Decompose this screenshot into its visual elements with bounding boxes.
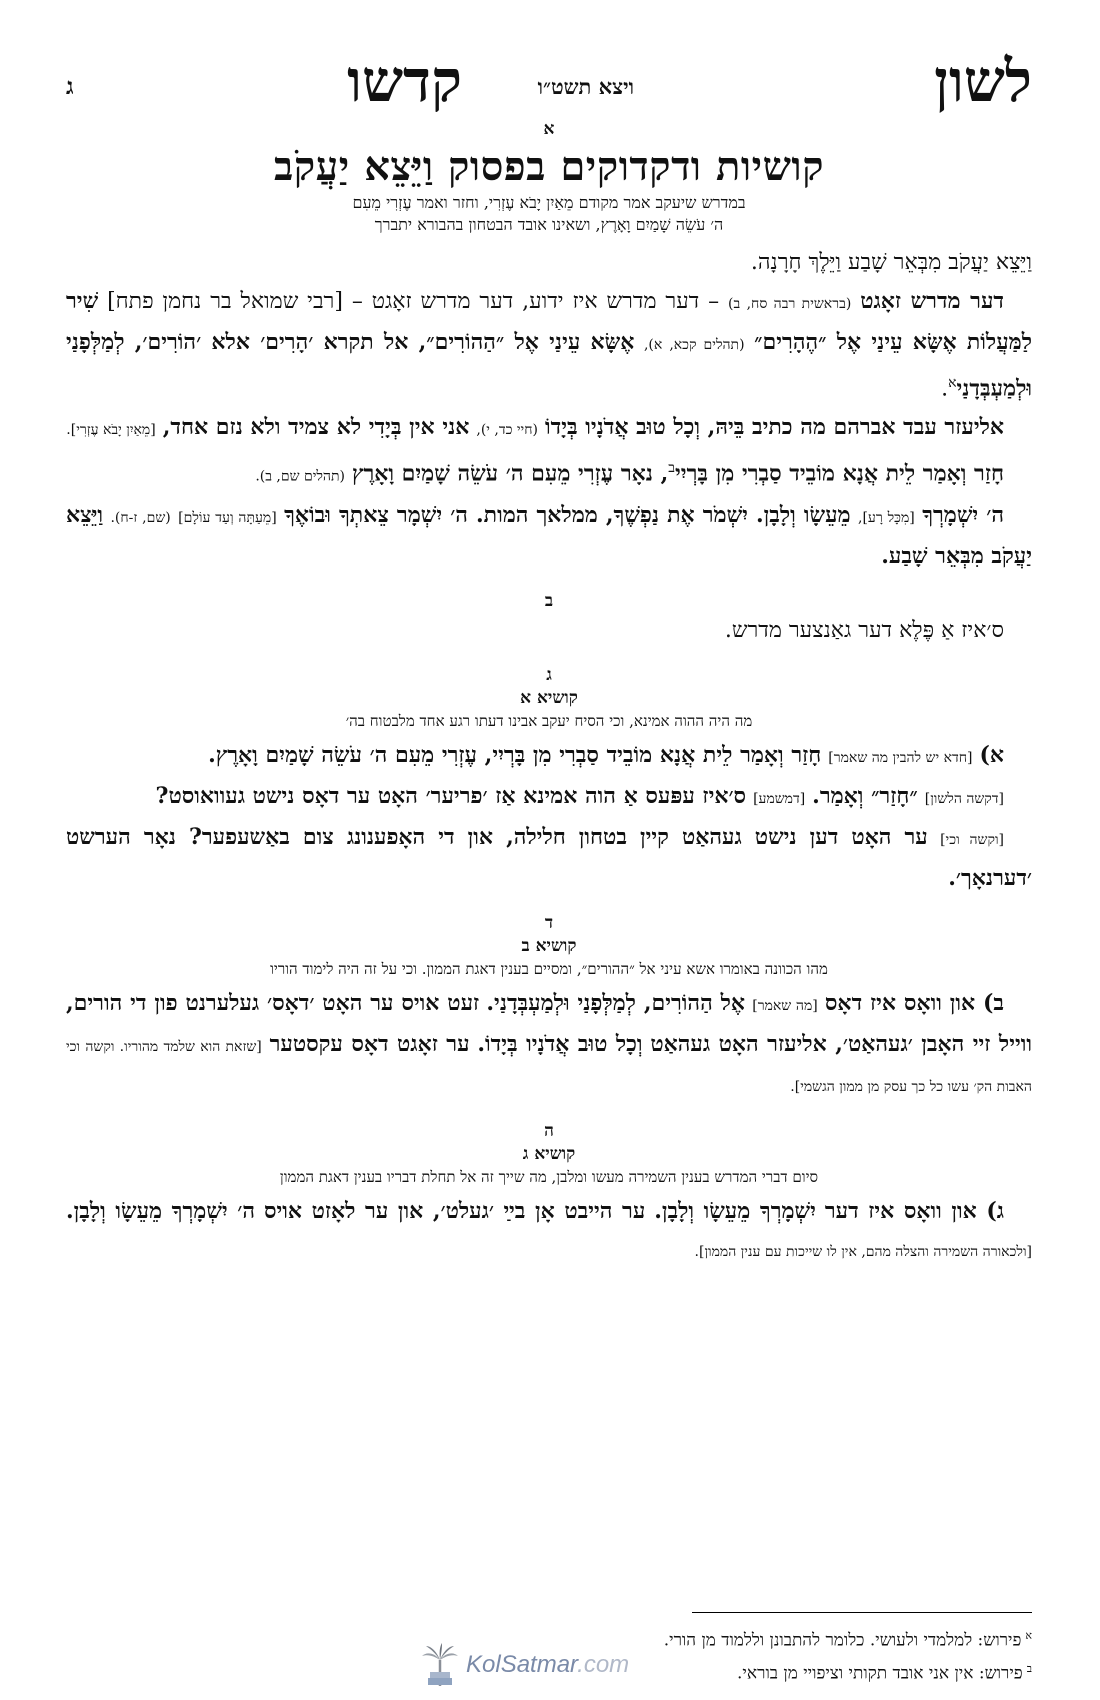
kushya-description-1: מה היה ההוה אמינא, וכי הסיח יעקב אבינו דעתו רגע אחד מלבטוח בה׳ <box>345 711 753 730</box>
text-run: אליעזר עבד אברהם מה כתיב בֵּיהּ, וְכָל טוּב אֲדֹנָיו בְּיָדוֹ <box>544 414 1004 441</box>
paragraph-yishmorcha <box>66 496 1032 576</box>
header-title-kodsho: קדשו <box>347 47 462 115</box>
page-header <box>66 40 1032 115</box>
header-parsha: ויצא תשט״ו <box>537 74 634 99</box>
verse-quote: חָזַר וְאָמַר לֵית אֲנָא מוֹבֵיד סַבְרִי מִן בָּרְיִי, עֶזְרִי מֵעִם ה׳ עֹשֵׂה שָׁמַיִם וָאָרֶץ. <box>208 741 822 768</box>
text-run: חָזַר וְאָמַר לֵית אֲנָא מוֹבֵיד סַבְרִי מִן בָּרְיִי <box>675 460 1004 487</box>
footnote-divider <box>692 1612 1032 1613</box>
source-citation: (תהלים קכא, א), <box>643 337 745 353</box>
paragraph-peleh: ס׳איז אַ פֶּלֶא דער גאַנצער מדרש. <box>724 617 1004 643</box>
paragraph-kushya-1c <box>66 818 1032 898</box>
bracket-note: [חדא יש להבין מה שאמר] <box>828 749 973 766</box>
text-run: וַיֵּצֵא יַעֲקֹב מִבְּאֵר שָׁבַע. <box>66 501 1032 569</box>
text-run: ג) און וואָס איז דער <box>824 1197 1005 1224</box>
source-citation: (חיי כד, י), <box>476 422 538 439</box>
paragraph-midrash <box>66 282 1032 408</box>
text-run: ער הייבט אָן בײַ ׳געלט׳, און ער לאָזט אויס <box>263 1197 646 1224</box>
text-run: ער זאָגט דאָס עקסטער <box>269 1030 470 1057</box>
verse-quote: וְכָל טוּב אֲדֹנָיו בְּיָדוֹ. <box>477 1030 643 1057</box>
bracket-note: [מה שאמר] <box>752 997 818 1014</box>
source-citation: (בראשית רבה סח, ב) <box>728 296 852 312</box>
footnote-marker: א <box>948 375 957 391</box>
paragraph-kushya-1 <box>66 736 1032 777</box>
paragraph-eliezer <box>66 408 1032 449</box>
text-run: ער האָט דען נישט געהאַט קיין בטחון חלילה, און די האָפענונג צום באַשעפער? נאָר הערשט ׳דערנאָך׳. <box>66 823 1032 891</box>
verse-quote: ה׳ יִשְׁמָרְךָ מֵעֵשָׂו וְלָבָן. <box>66 1197 256 1224</box>
footnote-text: פירוש: אין אני אובד תקותי וציפויי מן בוראי. <box>737 1663 1023 1684</box>
paragraph-kushya-2 <box>66 984 1032 1106</box>
logo-domain: .com <box>577 1651 630 1678</box>
text-run: ב) און וואָס איז דאָס <box>824 989 1004 1016</box>
section-letter-3: ג <box>546 664 552 685</box>
text-run: אני אין בְּיָדִי לא צמיד ולא נזם אחד, <box>162 414 470 441</box>
verse-quote: אֶל הַהוֹרִים, לְמַלְּפָנַי וּלְמַעְבְּדָנַי. <box>486 989 746 1016</box>
kushya-heading-2: קושיא ב <box>521 935 577 956</box>
bracket-note: [דקשה הלשון] <box>924 790 1004 807</box>
page-number: ג <box>66 73 74 100</box>
bracket-note: [מֵאַיִן יָבֹא עֶזְרִי]. <box>66 422 156 439</box>
bracket-note: [שזאת הוא שלמד מהוריו. וקשה וכי האבות הק׳ עשו כל כך עסק מן ממון הגשמי]. <box>66 1038 1032 1095</box>
footnote-marker: ב <box>668 460 676 477</box>
logo-wordmark <box>466 1651 629 1679</box>
kolsatmar-logo <box>420 1642 629 1688</box>
source-citation: (שם, ז-ח). <box>110 509 171 526</box>
bracket-note: [דמשמע] <box>753 790 806 807</box>
section-letter-4: ד <box>544 912 554 933</box>
text-run: , נאָר עֶזְרִי מֵעִם ה׳ עֹשֵׂה שָׁמַיִם וָאָרֶץ <box>351 460 669 487</box>
kushya-description-3: סיום דברי המדרש בענין השמירה מעשו ומלבן, מה שייך זה אל תחלת דבריו בענין דאגת הממון <box>279 1167 819 1186</box>
footnote-mark: ב <box>1026 1661 1032 1675</box>
bracket-note: [ולכאורה השמירה והצלה מהם, אין לו שייכות עם ענין הממון]. <box>694 1243 1032 1260</box>
verse-quote: אֶשָּׂא עֵינַי אֶל ״הַהוֹרִים״, אל תקרא ׳הָרִים׳ אלא ׳הוֹרִים׳, לְמַלְּפָנַי וּלְמַעְבְּדָנַי <box>66 329 1032 402</box>
footnote-text: פירוש: למלמדי ולעושי. כלומר להתבונן וללמוד מן הורי. <box>663 1630 1022 1651</box>
text-run: ״חָזַר״ וְאָמַר. <box>812 782 918 809</box>
text-run: א) <box>979 741 1004 768</box>
kushya-heading-3: קושיא ג <box>522 1143 576 1164</box>
text-run: – דער מדרש איז ידוע, דער מדרש זאָגט – [רבי שמואל בר נחמן פתח] <box>107 289 720 314</box>
paragraph-kushya-3 <box>66 1192 1032 1271</box>
main-title: קושיות ודקדוקים בפסוק וַיֵּצֵא יַעֲקֹב <box>273 143 825 190</box>
text-run: דער מדרש זאָגט <box>860 288 1004 314</box>
verse-opening: וַיֵּצֵא יַעֲקֹב מִבְּאֵר שָׁבַע וַיֵּלֶךְ חָרָנָה. <box>750 250 1032 275</box>
header-title-lashon: לשון <box>934 47 1032 115</box>
text-run: ה׳ יִשְׁמָרְךָ <box>922 501 1005 528</box>
bracket-note: [מִכָּל רָע], <box>858 509 915 526</box>
text-run: ס׳איז עפּעס אַ הוה אמינא אַז ׳פריער׳ האָט ער דאָס נישט געוואוסט? <box>155 782 747 809</box>
palm-tree-book-icon <box>420 1642 460 1688</box>
text-run: . <box>941 376 949 402</box>
section-letter-2: ב <box>544 590 554 611</box>
footnote-mark: א <box>1025 1629 1032 1642</box>
paragraph-chazar <box>66 449 1032 495</box>
kushya-description-2: מהו הכוונה באומרו אשא עיני אל ״ההורים״, ומסיים בענין דאגת הממון. וכי על זה היה לימוד הוריו <box>270 959 828 978</box>
text-run: מֵעֵשָׂו וְלָבָן. יִשְׁמֹר אֶת נַפְשֶׁךָ, ממלאך המות. ה׳ יִשְׁמָר צֵאתְךָ וּבוֹאֶךָ <box>284 501 851 528</box>
logo-name: KolSatmar <box>466 1651 578 1678</box>
paragraph-kushya-1b <box>66 777 1032 818</box>
kushya-heading-1: קושיא א <box>520 687 578 708</box>
subtitle-line-1: במדרש שיעקב אמר מקודם מֵאַיִן יָבֹא עֶזְרִי, וחזר ואמר עֶזְרִי מֵעִם <box>352 193 746 212</box>
bracket-note: [וקשה וכי] <box>940 831 1004 848</box>
verse-quote: יִשְׁמָרְךָ מֵעֵשָׂו וְלָבָן. <box>654 1197 816 1224</box>
source-citation: (תהלים שם, ב). <box>255 468 345 485</box>
subtitle-line-2: ה׳ עֹשֵׂה שָׁמַיִם וָאָרֶץ, ושאינו אובד הבטחון בהבורא יתברך <box>374 215 724 234</box>
section-letter-1: א <box>543 119 555 139</box>
text-run: זעט אויס ער האָט ׳דאָס׳ געלערנט פון די הורים, ווייל זיי האָבן ׳געהאַט׳, אליעזר האָט געהאַט <box>66 989 1032 1057</box>
section-letter-5: ה <box>544 1120 554 1141</box>
bracket-note: [מֵעַתָּה וְעַד עוֹלָם] <box>178 509 277 526</box>
verse-quote: שִׁיר לַמַּעֲלוֹת אֶשָּׂא עֵינַי אֶל ״הֶהָרִים״ <box>66 288 1032 355</box>
